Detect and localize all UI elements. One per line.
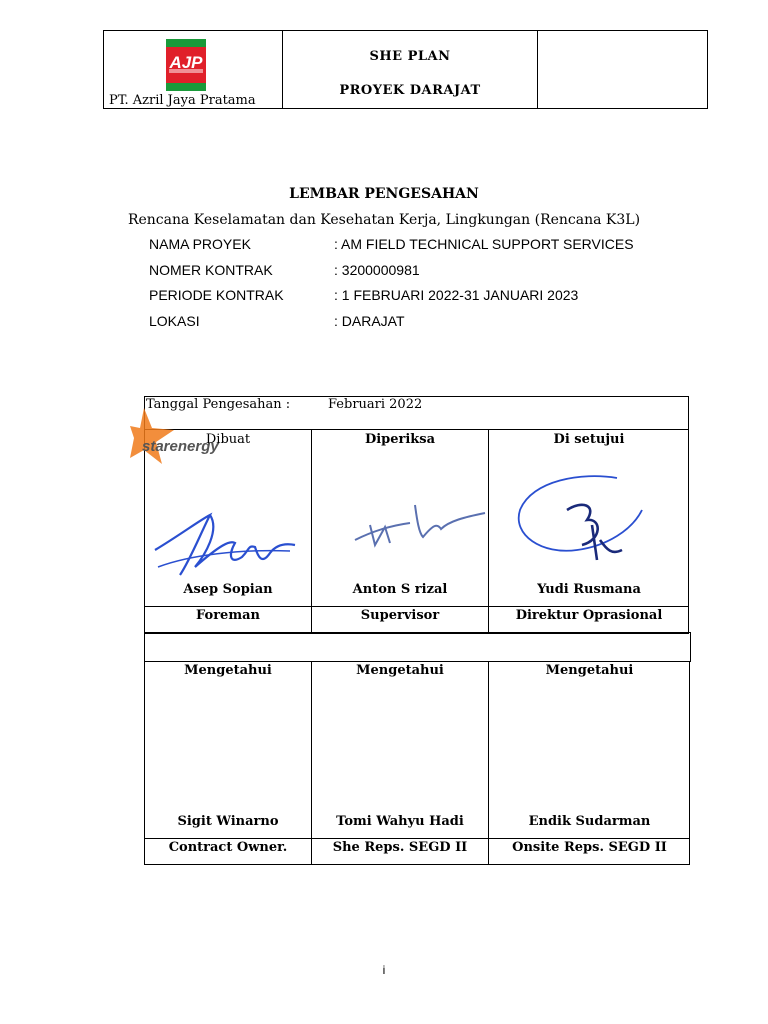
row-divider	[144, 606, 689, 607]
signature-anton	[345, 495, 490, 555]
info-value: : 3200000981	[334, 262, 420, 278]
signer-position: Supervisor	[360, 608, 440, 623]
company-name: PT. Azril Jaya Pratama	[109, 93, 256, 108]
signer-name: Yudi Rusmana	[537, 582, 641, 597]
page-number: i	[382, 963, 386, 977]
col-divider	[488, 661, 489, 865]
header-title-cell	[283, 31, 538, 108]
signer-position: Direktur Oprasional	[515, 608, 663, 623]
starenergy-text: starenergy	[142, 438, 219, 455]
info-value: : AM FIELD TECHNICAL SUPPORT SERVICES	[334, 236, 634, 252]
approval-date-value: Februari 2022	[328, 397, 423, 412]
role-acknowledge: Mengetahui	[545, 663, 634, 678]
signer-position: Foreman	[196, 608, 260, 623]
header-logo-cell	[104, 31, 283, 108]
signer-name: Anton S rizal	[352, 582, 448, 597]
signer-name: Sigit Winarno	[177, 814, 279, 829]
signer-position: She Reps. SEGD II	[332, 840, 468, 855]
signature-asep	[150, 505, 300, 585]
doc-title: SHE PLAN	[369, 49, 451, 64]
col-divider	[311, 661, 312, 865]
signer-name: Asep Sopian	[183, 582, 273, 597]
signer-name: Tomi Wahyu Hadi	[336, 814, 464, 829]
role-acknowledge: Mengetahui	[184, 663, 272, 678]
signature-yudi	[512, 470, 652, 570]
header-empty-cell	[538, 31, 708, 108]
info-value: : 1 FEBRUARI 2022-31 JANUARI 2023	[334, 287, 579, 303]
project-title: PROYEK DARAJAT	[339, 83, 481, 98]
signer-position: Onsite Reps. SEGD II	[512, 840, 667, 855]
separator-row	[144, 632, 691, 662]
info-value: : DARAJAT	[334, 313, 405, 329]
info-label: LOKASI	[149, 313, 200, 329]
page-heading: LEMBAR PENGESAHAN	[289, 186, 479, 202]
role-made: Dibuat	[205, 432, 251, 447]
info-label: PERIODE KONTRAK	[149, 287, 284, 303]
logo-text: AJP	[169, 53, 203, 72]
role-approved: Di setujui	[553, 432, 625, 447]
info-label: NOMER KONTRAK	[149, 262, 273, 278]
role-acknowledge: Mengetahui	[356, 663, 444, 678]
signer-name: Endik Sudarman	[528, 814, 651, 829]
info-label: NAMA PROYEK	[149, 236, 251, 252]
acknowledge-table	[144, 661, 690, 865]
role-checked: Diperiksa	[364, 432, 436, 447]
page-subtitle: Rencana Keselamatan dan Kesehatan Kerja, Lingkungan (Rencana K3L)	[127, 212, 641, 228]
ajp-logo	[166, 39, 206, 91]
approval-date-label: Tanggal Pengesahan :	[146, 397, 291, 412]
row-divider	[144, 838, 690, 839]
col-divider	[311, 429, 312, 633]
header-table	[103, 30, 708, 109]
signer-position: Contract Owner.	[168, 840, 288, 855]
